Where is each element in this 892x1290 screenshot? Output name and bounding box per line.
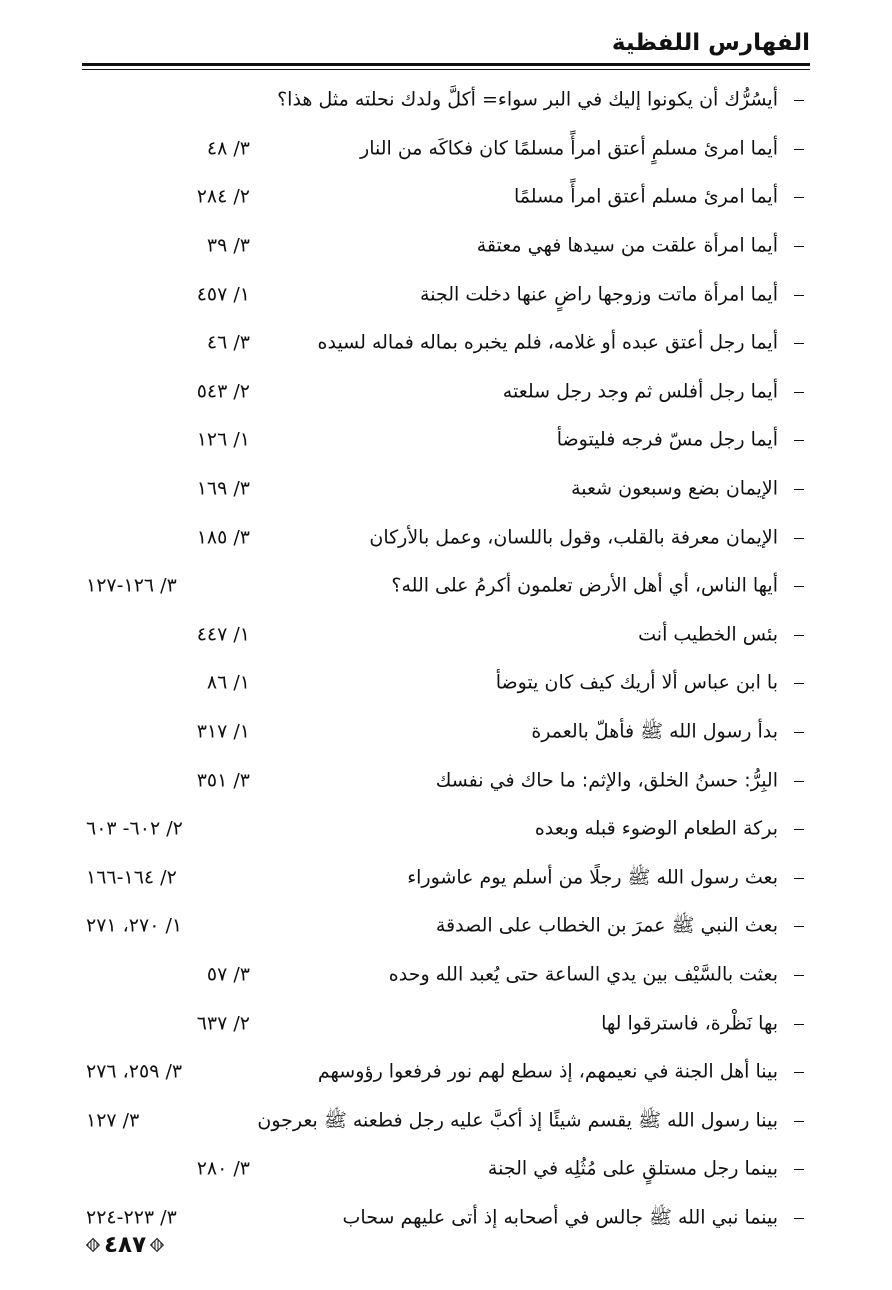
- entry-dash: [794, 149, 804, 150]
- entry-text: بعث رسول الله ﷺ رجلًا من أسلم يوم عاشوراء: [407, 866, 778, 889]
- index-entry: [82, 902, 810, 951]
- index-entry: [82, 513, 810, 562]
- entry-text: بينا رسول الله ﷺ يقسم شيئًا إذ أكبَّ عليه رجل فطعنه ﷺ بعرجون: [257, 1109, 778, 1132]
- index-entry: [82, 76, 810, 125]
- entry-text: أيما امرأة ماتت وزوجها راضٍ عنها دخلت الجنة: [420, 283, 778, 306]
- entry-reference: ١/ ٤٤٧: [196, 623, 250, 646]
- entry-reference: ٣/ ٢٥٩، ٢٧٦: [86, 1060, 183, 1083]
- index-entry: [82, 756, 810, 805]
- header-rule-thick: [82, 63, 810, 66]
- entry-dash: [794, 683, 804, 684]
- entry-reference: ٣/ ٤٦: [206, 331, 250, 354]
- entry-reference: ٢/ ٥٤٣: [196, 380, 250, 403]
- entry-dash: [794, 489, 804, 490]
- entry-text: بينا أهل الجنة في نعيمهم، إذ سطع لهم نور فرفعوا رؤوسهم: [317, 1060, 778, 1083]
- entry-text: أيما امرئ مسلم أعتق امرأً مسلمًا: [513, 185, 778, 208]
- entry-dash: [794, 1024, 804, 1025]
- entry-text: بينما نبي الله ﷺ جالس في أصحابه إذ أتى عليهم سحاب: [342, 1206, 778, 1229]
- entry-dash: [794, 1072, 804, 1073]
- entry-text: أيسُرُّك أن يكونوا إليك في البر سواء= أكلَّ ولدك نحلته مثل هذا؟: [277, 88, 778, 111]
- entry-text: بعثت بالسَّيْف بين يدي الساعة حتى يُعبد الله وحده: [388, 963, 778, 986]
- entry-reference: ٣/ ١٢٦-١٢٧: [86, 574, 177, 597]
- index-entries-list: [82, 76, 810, 1242]
- entry-dash: [794, 295, 804, 296]
- index-entry: [82, 173, 810, 222]
- entry-text: بركة الطعام الوضوء قبله وبعده: [534, 817, 778, 840]
- entry-dash: [794, 440, 804, 441]
- entry-text: بينما رجل مستلقٍ على مُثُلِه في الجنة: [487, 1157, 778, 1180]
- entry-reference: ٣/ ٢٨٠: [196, 1157, 250, 1180]
- entry-dash: [794, 732, 804, 733]
- index-entry: [82, 1145, 810, 1194]
- entry-dash: [794, 392, 804, 393]
- entry-reference: ٣/ ٤٨: [206, 137, 250, 160]
- entry-reference: ١/ ٢٧٠، ٢٧١: [86, 914, 183, 937]
- index-entry: [82, 708, 810, 757]
- entry-reference: ٢/ ٦٣٧: [196, 1012, 250, 1035]
- entry-dash: [794, 246, 804, 247]
- index-entry: [82, 951, 810, 1000]
- index-entry: [82, 562, 810, 611]
- entry-text: بها نَظْرة، فاسترقوا لها: [601, 1012, 778, 1035]
- entry-dash: [794, 635, 804, 636]
- entry-dash: [794, 586, 804, 587]
- index-entry: [82, 319, 810, 368]
- entry-text: أيما امرئ مسلمٍ أعتق امرأً مسلمًا كان فكاكَه من النار: [360, 137, 778, 160]
- ornament-left-icon: [86, 1238, 100, 1252]
- index-entry: [82, 416, 810, 465]
- entry-reference: ٣/ ٣٩: [206, 234, 250, 257]
- entry-dash: [794, 343, 804, 344]
- index-entry: [82, 999, 810, 1048]
- page-header-title: الفهارس اللفظية: [611, 30, 810, 56]
- index-entry: [82, 1096, 810, 1145]
- page-footer: [86, 1232, 164, 1258]
- entry-reference: ٣/ ١٨٥: [196, 526, 250, 549]
- entry-reference: ١/ ١٢٦: [196, 428, 250, 451]
- page-number: ٤٨٧: [104, 1232, 147, 1258]
- entry-text: البِرُّ: حسنُ الخلق، والإثم: ما حاك في نفسك: [435, 769, 778, 792]
- entry-text: أيما امرأة علقت من سيدها فهي معتقة: [476, 234, 778, 257]
- entry-reference: ١/ ٣١٧: [196, 720, 250, 743]
- entry-reference: ٢/ ١٦٤-١٦٦: [86, 866, 177, 889]
- entry-reference: ١/ ٤٥٧: [196, 283, 250, 306]
- entry-text: با ابن عباس ألا أريك كيف كان يتوضأ: [495, 671, 778, 694]
- entry-dash: [794, 975, 804, 976]
- entry-dash: [794, 878, 804, 879]
- entry-text: أيها الناس، أي أهل الأرض تعلمون أكرمُ على الله؟: [391, 574, 778, 597]
- index-entry: [82, 465, 810, 514]
- entry-text: بئس الخطيب أنت: [638, 623, 778, 646]
- index-entry: [82, 125, 810, 174]
- entry-dash: [794, 1218, 804, 1219]
- entry-text: بدأ رسول الله ﷺ فأهلّ بالعمرة: [531, 720, 778, 743]
- entry-dash: [794, 1169, 804, 1170]
- index-entry: [82, 805, 810, 854]
- index-entry: [82, 659, 810, 708]
- entry-text: أيما رجل أفلس ثم وجد رجل سلعته: [502, 380, 778, 403]
- entry-dash: [794, 197, 804, 198]
- entry-reference: ٢/ ٢٨٤: [196, 185, 250, 208]
- entry-text: الإيمان بضع وسبعون شعبة: [571, 477, 778, 500]
- entry-dash: [794, 926, 804, 927]
- entry-reference: ٣/ ١٦٩: [196, 477, 250, 500]
- entry-dash: [794, 100, 804, 101]
- ornament-right-icon: [150, 1238, 164, 1252]
- header-rule-thin: [82, 69, 810, 70]
- index-entry: [82, 1048, 810, 1097]
- entry-dash: [794, 781, 804, 782]
- index-entry: [82, 1194, 810, 1243]
- entry-reference: ٣/ ٣٥١: [196, 769, 250, 792]
- entry-reference: ٣/ ٢٢٣-٢٢٤: [86, 1206, 177, 1229]
- entry-dash: [794, 538, 804, 539]
- index-entry: [82, 270, 810, 319]
- entry-reference: ٣/ ٥٧: [206, 963, 250, 986]
- entry-dash: [794, 829, 804, 830]
- entry-text: أيما رجل أعتق عبده أو غلامه، فلم يخبره بماله فماله لسيده: [317, 331, 778, 354]
- entry-reference: ٣/ ١٢٧: [86, 1109, 140, 1132]
- entry-reference: ٢/ ٦٠٢- ٦٠٣: [86, 817, 183, 840]
- index-entry: [82, 611, 810, 660]
- entry-reference: ١/ ٨٦: [206, 671, 250, 694]
- entry-text: بعث النبي ﷺ عمرَ بن الخطاب على الصدقة: [435, 914, 778, 937]
- entry-text: الإيمان معرفة بالقلب، وقول باللسان، وعمل بالأركان: [369, 526, 778, 549]
- entry-dash: [794, 1121, 804, 1122]
- index-entry: [82, 854, 810, 903]
- index-entry: [82, 368, 810, 417]
- entry-text: أيما رجل مسّ فرجه فليتوضأ: [556, 428, 778, 451]
- index-entry: [82, 222, 810, 271]
